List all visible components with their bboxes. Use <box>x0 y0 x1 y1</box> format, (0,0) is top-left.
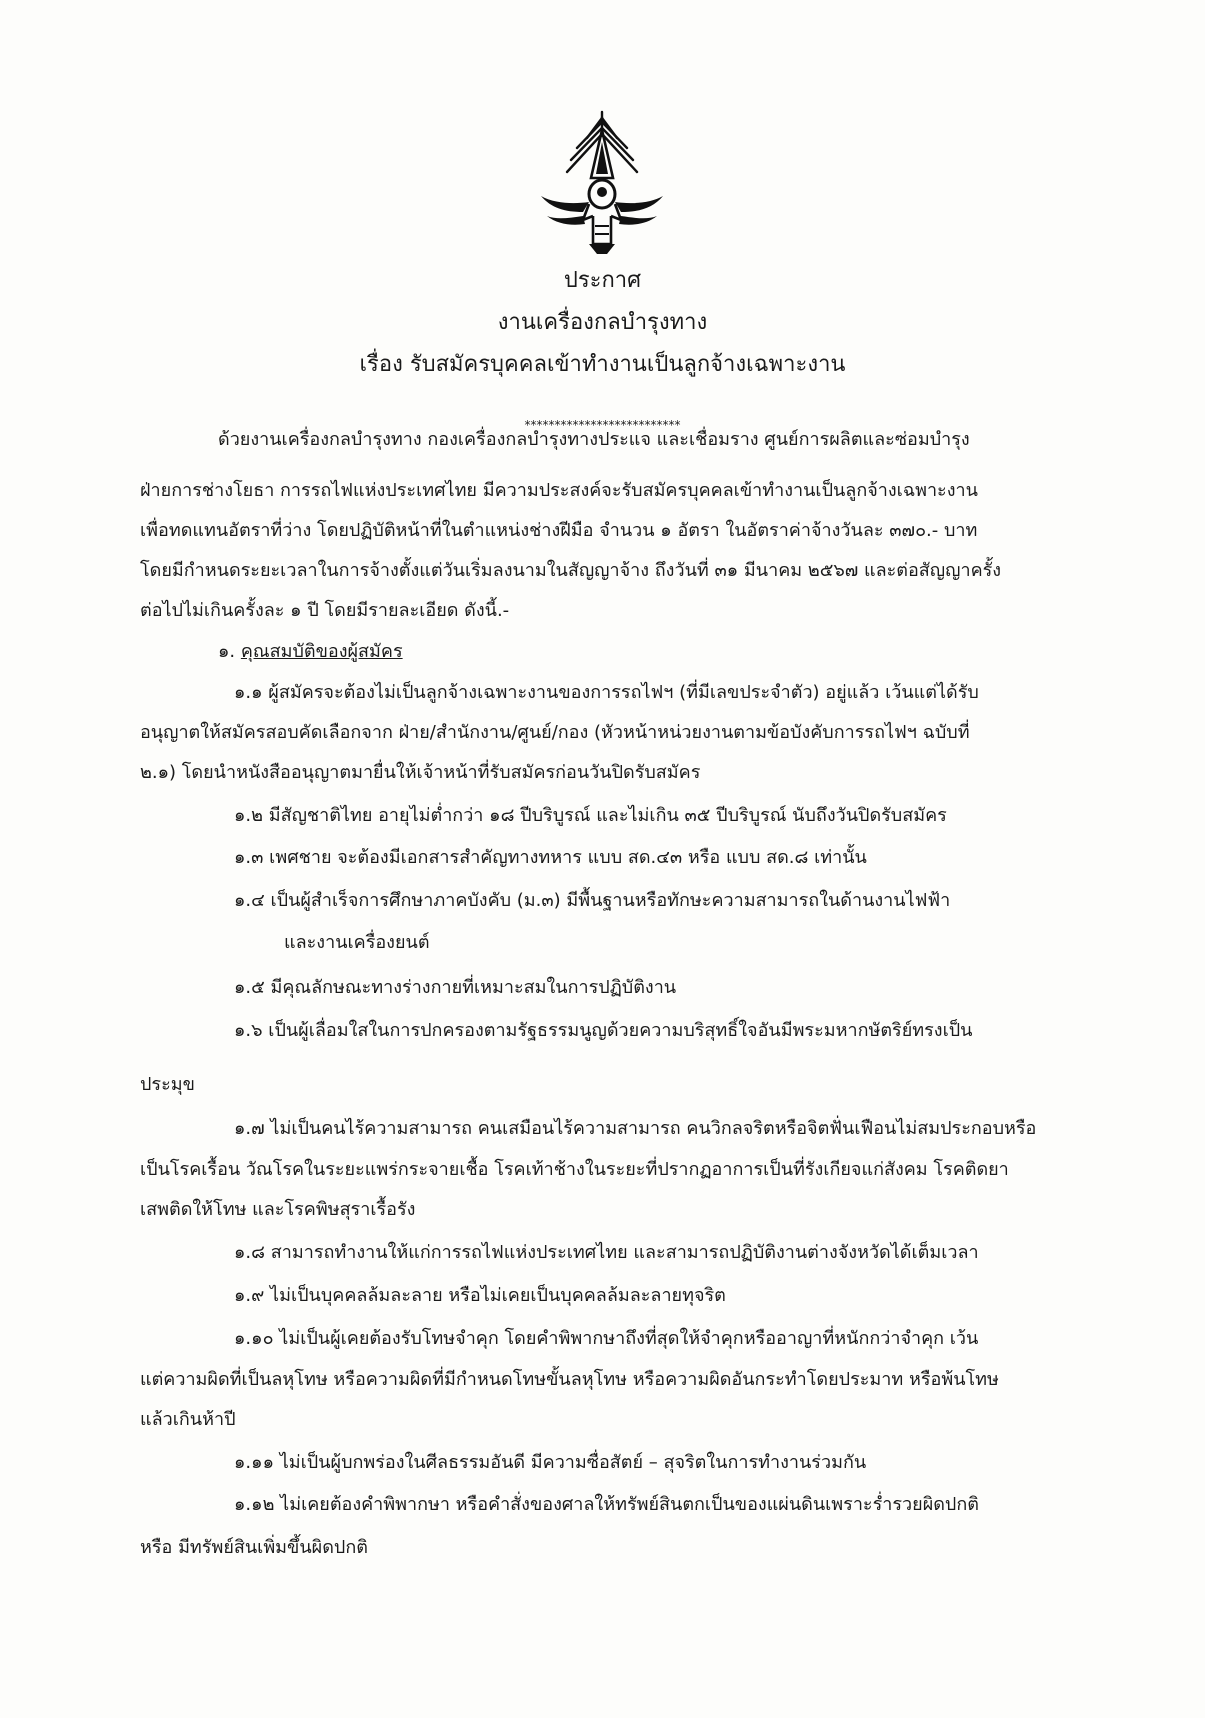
section-title: คุณสมบัติของผู้สมัคร <box>240 641 403 662</box>
qualification-item: แล้วเกินห้าปี <box>140 1409 236 1430</box>
qualification-item: ๑.๕ มีคุณลักษณะทางร่างกายที่เหมาะสมในการปฏิบัติงาน <box>234 977 677 998</box>
qualification-item: ๒.๑) โดยนำหนังสืออนุญาตมายื่นให้เจ้าหน้าที่รับสมัครก่อนวันปิดรับสมัคร <box>140 762 701 783</box>
intro-line: เพื่อทดแทนอัตราที่ว่าง โดยปฏิบัติหน้าที่ในตำแหน่งช่างฝีมือ จำนวน ๑ อัตรา ในอัตราค่าจ้างวันละ ๓๗๐.- บาท <box>140 520 978 541</box>
qualification-item: หรือ มีทรัพย์สินเพิ่มขึ้นผิดปกติ <box>140 1537 368 1558</box>
qualification-item: เสพติดให้โทษ และโรคพิษสุราเรื้อรัง <box>140 1199 416 1220</box>
qualification-item: ประมุข <box>140 1074 195 1095</box>
qualification-item: ๑.๑ ผู้สมัครจะต้องไม่เป็นลูกจ้างเฉพาะงานของการรถไฟฯ (ที่มีเลขประจำตัว) อยู่แล้ว เว้นแต่ได้รับ <box>234 682 979 703</box>
announcement-subject: เรื่อง รับสมัครบุคคลเข้าทำงานเป็นลูกจ้างเฉพาะงาน <box>359 352 846 377</box>
intro-line: ด้วยงานเครื่องกลบำรุงทาง กองเครื่องกลบำรุงทางประแจ และเชื่อมราง ศูนย์การผลิตและซ่อมบำรุง <box>218 429 970 450</box>
qualification-item: ๑.๘ สามารถทำงานให้แก่การรถไฟแห่งประเทศไทย และสามารถปฏิบัติงานต่างจังหวัดได้เต็มเวลา <box>234 1242 979 1263</box>
qualification-item: ๑.๓ เพศชาย จะต้องมีเอกสารสำคัญทางทหาร แบบ สด.๔๓ หรือ แบบ สด.๘ เท่านั้น <box>234 847 867 868</box>
section-heading <box>218 639 403 665</box>
title-separator: ************************** <box>524 418 681 432</box>
office-name: งานเครื่องกลบำรุงทาง <box>497 310 708 335</box>
section-number: ๑. <box>218 641 236 662</box>
intro-line: ฝ่ายการช่างโยธา การรถไฟแห่งประเทศไทย มีความประสงค์จะรับสมัครบุคคลเข้าทำงานเป็นลูกจ้างเฉพาะงาน <box>140 480 978 501</box>
qualification-item: ๑.๙ ไม่เป็นบุคคลล้มละลาย หรือไม่เคยเป็นบุคคลล้มละลายทุจริต <box>234 1285 726 1306</box>
qualification-item: ๑.๗ ไม่เป็นคนไร้ความสามารถ คนเสมือนไร้ความสามารถ คนวิกลจริตหรือจิตฟั่นเฟือนไม่สมประกอบหรือ <box>234 1118 1037 1139</box>
qualification-item: ๑.๔ เป็นผู้สำเร็จการศึกษาภาคบังคับ (ม.๓) มีพื้นฐานหรือทักษะความสามารถในด้านงานไฟฟ้า <box>234 890 951 911</box>
qualification-item: และงานเครื่องยนต์ <box>284 932 430 953</box>
qualification-item: ๑.๒ มีสัญชาติไทย อายุไม่ต่ำกว่า ๑๘ ปีบริบูรณ์ และไม่เกิน ๓๕ ปีบริบูรณ์ นับถึงวันปิดรับสมัคร <box>234 805 947 826</box>
srt-emblem-logo <box>535 108 669 256</box>
qualification-item: ๑.๖ เป็นผู้เลื่อมใสในการปกครองตามรัฐธรรมนูญด้วยความบริสุทธิ์ใจอันมีพระมหากษัตริย์ทรงเป็น <box>234 1020 973 1041</box>
qualification-item: ๑.๑๑ ไม่เป็นผู้บกพร่องในศีลธรรมอันดี มีความซื่อสัตย์ – สุจริตในการทำงานร่วมกัน <box>234 1452 867 1473</box>
qualification-item: เป็นโรคเรื้อน วัณโรคในระยะแพร่กระจายเชื้อ โรคเท้าช้างในระยะที่ปรากฏอาการเป็นที่รังเกียจแก่สังคม โรคติดยา <box>140 1159 1009 1180</box>
announcement-title: ประกาศ <box>563 268 642 293</box>
intro-line: ต่อไปไม่เกินครั้งละ ๑ ปี โดยมีรายละเอียด ดังนี้.- <box>140 600 510 621</box>
qualification-item: แต่ความผิดที่เป็นลหุโทษ หรือความผิดที่มีกำหนดโทษขั้นลหุโทษ หรือความผิดอันกระทำโดยประมาท หรือพ้นโทษ <box>140 1369 999 1390</box>
qualification-item: ๑.๑๒ ไม่เคยต้องคำพิพากษา หรือคำสั่งของศาลให้ทรัพย์สินตกเป็นของแผ่นดินเพราะร่ำรวยผิดปกติ <box>234 1494 979 1515</box>
qualification-item: ๑.๑๐ ไม่เป็นผู้เคยต้องรับโทษจำคุก โดยคำพิพากษาถึงที่สุดให้จำคุกหรืออาญาที่หนักกว่าจำคุก เว้น <box>234 1328 979 1349</box>
qualification-item: อนุญาตให้สมัครสอบคัดเลือกจาก ฝ่าย/สำนักงาน/ศูนย์/กอง (หัวหน้าหน่วยงานตามข้อบังคับการรถไฟฯ ฉบับที่ <box>140 722 970 743</box>
intro-line: โดยมีกำหนดระยะเวลาในการจ้างตั้งแต่วันเริ่มลงนามในสัญญาจ้าง ถึงวันที่ ๓๑ มีนาคม ๒๕๖๗ และต่อสัญญาครั้ง <box>140 560 1002 581</box>
